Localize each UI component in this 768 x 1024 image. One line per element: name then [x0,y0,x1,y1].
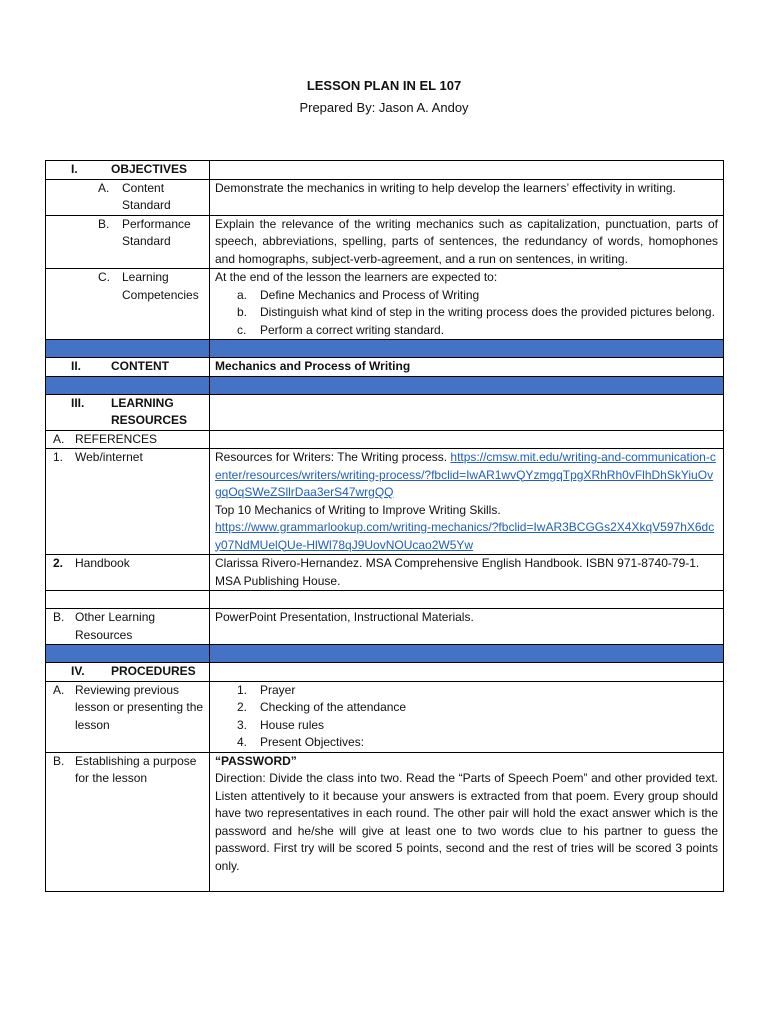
list-item: a. Define Mechanics and Process of Writing [237,287,480,302]
section-label: CONTENT [111,359,169,373]
list-item: 2. Checking of the attendance [237,700,407,714]
item-number: 1. [53,450,64,464]
document-title: LESSON PLAN IN EL 107 [306,78,462,93]
table-row [46,269,724,340]
empty-cell [210,430,724,449]
section-label: PROCEDURES [111,664,196,678]
item-letter: A. [98,180,110,195]
table-row [46,430,724,449]
section-header-procedures [46,663,210,682]
handbook-text: Clarissa Rivero-Hernandez. MSA Comprehensive English Handbook. ISBN 971-8740-79-1. MSA Publishing House. [210,555,724,591]
list-item: c. Perform a correct writing standard. [237,322,445,337]
table-row [46,752,724,891]
row-label-other-resources: Other Learning Resources [75,610,156,642]
list-item: 3. House rules [237,717,325,732]
item-letter: C. [98,270,110,284]
section-label: OBJECTIVES [111,162,188,176]
competencies-list [215,287,718,340]
establishing-cell [210,752,724,891]
section-number: I. [71,162,78,176]
empty-cell [210,663,724,682]
section-divider-bar [46,376,724,394]
lesson-plan-table [45,160,724,892]
procedure-list [215,682,718,752]
table-row [46,663,724,682]
performance-standard-text: Explain the relevance of the writing mechanics such as capitalization, punctuation, parts of speech, abbreviations, spelling, parts of sentences, the redundancy of words, homophones and homographs, subject-verb-agreement, and a run on sentences, in writing. [210,215,724,269]
row-label-learning-competencies: Learning Competencies [122,270,199,302]
table-row [46,215,724,269]
section-header-objectives [46,161,210,180]
activity-heading: “PASSWORD” [215,753,297,768]
item-letter: B. [53,753,65,768]
web-resource-title-1: Resources for Writers: The Writing process. [215,450,451,464]
section-divider-bar [46,340,724,358]
row-label-reviewing: Reviewing previous lesson or presenting the lesson [75,682,204,732]
web-resource-link-2[interactable]: https://www.grammarlookup.com/writing-mechanics/?fbclid=IwAR3BCGGs2X4XkqV597hX6dcy07NdMUelQUe-HlWl78qJ9UovNOUcao2W5Yw [215,520,715,552]
item-letter: B. [53,610,65,624]
row-label-references: REFERENCES [75,431,158,446]
other-resources-text: PowerPoint Presentation, Instructional Materials. [210,609,724,645]
empty-cell [210,161,724,180]
activity-directions: Direction: Divide the class into two. Read the “Parts of Speech Poem” and other provided text. Listen attentively to it because your answers is extracted from that poem. Every group should have two representatives in each round. The other pair will hold the exact answer which is the password and he/she will give at least one to two words clue to his partner to guess the password. First try will be scored 5 points, second and the rest of tries will be scored 3 points only. [215,771,718,873]
item-letter: B. [98,216,110,231]
list-item: b. Distinguish what kind of step in the writing process does the provided pictures belong. [237,305,715,319]
section-number: III. [71,395,85,410]
content-topic: Mechanics and Process of Writing [210,358,724,377]
table-row [46,394,724,430]
section-number: IV. [71,664,85,678]
table-row [46,591,724,609]
reviewing-cell [210,681,724,752]
row-label-performance-standard: Performance Standard [122,216,191,248]
table-row [46,609,724,645]
row-label-handbook: Handbook [75,556,130,570]
empty-cell [210,394,724,430]
web-resources-cell [210,449,724,555]
item-letter: A. [53,431,65,446]
table-row [46,161,724,180]
section-header-learning-resources [46,394,210,430]
web-resource-link-1[interactable]: https://cmsw.mit.edu/writing-and-communication-center/resources/writers/writing-process/?fbclid=IwAR1wvQYzmgqTpgXRhRh0vFlhDhSkYiuOvgqOqSWeZSllrDaa3erS47wrgQQ [215,450,716,499]
table-row [46,681,724,752]
table-row [46,358,724,377]
section-divider-bar [46,645,724,663]
list-item: 4. Present Objectives: [237,735,365,749]
document-author: Prepared By: Jason A. Andoy [299,100,469,115]
row-label-content-standard: Content Standard [122,180,171,212]
content-standard-text: Demonstrate the mechanics in writing to help develop the learners’ effectivity in writing. [210,179,724,215]
table-row [46,555,724,591]
table-row [46,179,724,215]
table-row [46,449,724,555]
learning-competencies-cell [210,269,724,340]
section-label: LEARNING RESOURCES [111,395,188,427]
section-number: II. [71,359,82,373]
item-letter: A. [53,682,65,697]
row-label-web: Web/internet [75,450,143,464]
item-number: 2. [53,556,64,570]
competencies-intro: At the end of the lesson the learners are expected to: [215,270,498,284]
list-item: 1. Prayer [237,682,296,697]
web-resource-title-2: Top 10 Mechanics of Writing to Improve Writing Skills. [215,502,501,517]
section-header-content [46,358,210,377]
row-label-establishing: Establishing a purpose for the lesson [75,753,197,785]
